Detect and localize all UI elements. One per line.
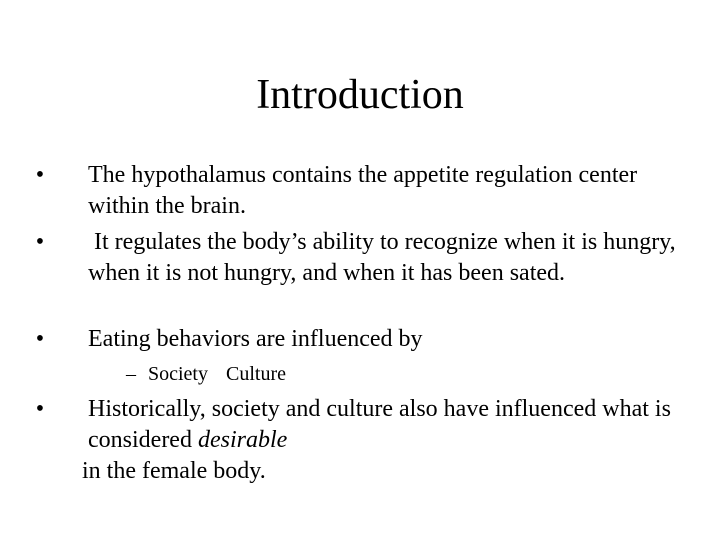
- bullet-marker: •: [35, 326, 45, 352]
- bullet-item: [35, 160, 688, 222]
- bullet-text: The hypothalamus contains the appetite regulation center within the brain.: [88, 162, 638, 219]
- sub-bullet-text-society: Society: [148, 363, 208, 385]
- sub-bullet-item: [126, 361, 286, 387]
- bullet-item: [35, 324, 688, 355]
- sub-bullet-text-culture: Culture: [226, 363, 286, 385]
- bullet-marker: •: [35, 396, 45, 422]
- bullet-emphasis: desirable: [197, 427, 288, 453]
- bullet-marker: •: [35, 229, 45, 255]
- bullet-marker: •: [35, 162, 45, 188]
- bullet-text: It regulates the body’s ability to recognize when it is hungry, when it is not hungry, and when it has been sated.: [88, 229, 682, 286]
- bullet-item: [35, 227, 688, 289]
- sub-bullet-marker: –: [126, 363, 136, 385]
- slide-title: Introduction: [256, 72, 464, 118]
- bullet-text: Eating behaviors are influenced by: [88, 326, 423, 352]
- bullet-text-continuation: in the female body.: [82, 458, 266, 484]
- bullet-text: Historically, society and culture also have influenced what is considered: [88, 396, 671, 453]
- bullet-item: [35, 394, 688, 487]
